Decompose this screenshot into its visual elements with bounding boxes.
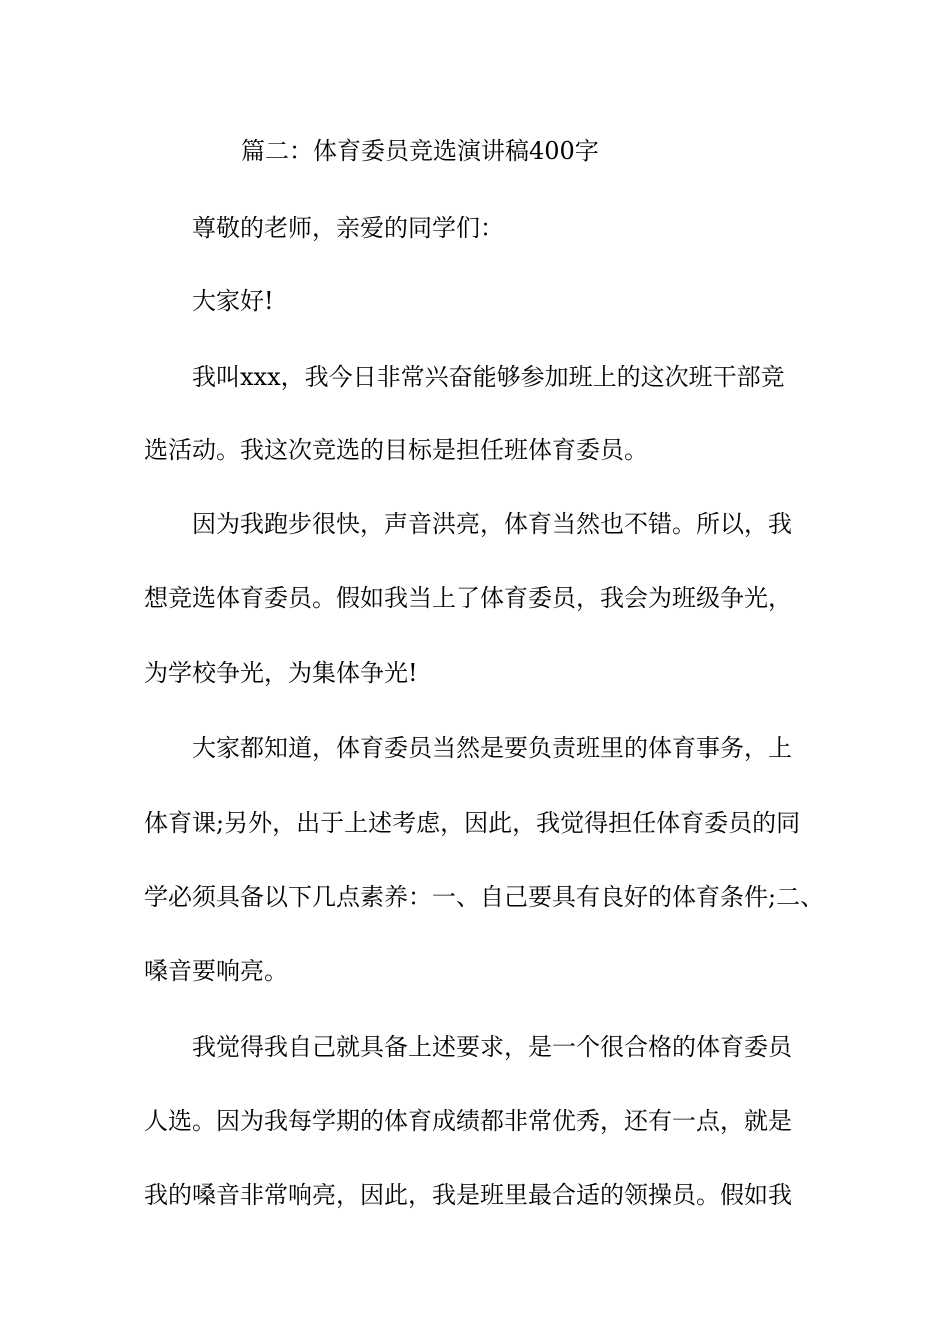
- paragraph-line: 我觉得我自己就具备上述要求，是一个很合格的体育委员: [192, 1033, 792, 1061]
- greeting-line: 大家好!: [192, 287, 274, 315]
- paragraph-line: 因为我跑步很快，声音洪亮，体育当然也不错。所以，我: [192, 510, 792, 538]
- paragraph-line: 想竞选体育委员。假如我当上了体育委员，我会为班级争光，: [144, 584, 792, 612]
- paragraph-line: 我叫xxx，我今日非常兴奋能够参加班上的这次班干部竞: [192, 363, 785, 391]
- salutation-line: 尊敬的老师，亲爱的同学们：: [192, 214, 504, 242]
- paragraph-line: 为学校争光，为集体争光!: [144, 659, 418, 687]
- paragraph-line: 选活动。我这次竞选的目标是担任班体育委员。: [144, 436, 648, 464]
- paragraph-line: 体育课;另外，出于上述考虑，因此，我觉得担任体育委员的同: [144, 809, 801, 837]
- paragraph-line: 嗓音要响亮。: [144, 957, 288, 985]
- paragraph-line: 人选。因为我每学期的体育成绩都非常优秀，还有一点，就是: [144, 1107, 792, 1135]
- paragraph-line: 学必须具备以下几点素养：一、自己要具有良好的体育条件;二、: [144, 883, 825, 911]
- document-title: 篇二：体育委员竞选演讲稿400字: [241, 137, 599, 165]
- paragraph-line: 我的嗓音非常响亮，因此，我是班里最合适的领操员。假如我: [144, 1181, 792, 1209]
- paragraph-line: 大家都知道，体育委员当然是要负责班里的体育事务，上: [192, 734, 792, 762]
